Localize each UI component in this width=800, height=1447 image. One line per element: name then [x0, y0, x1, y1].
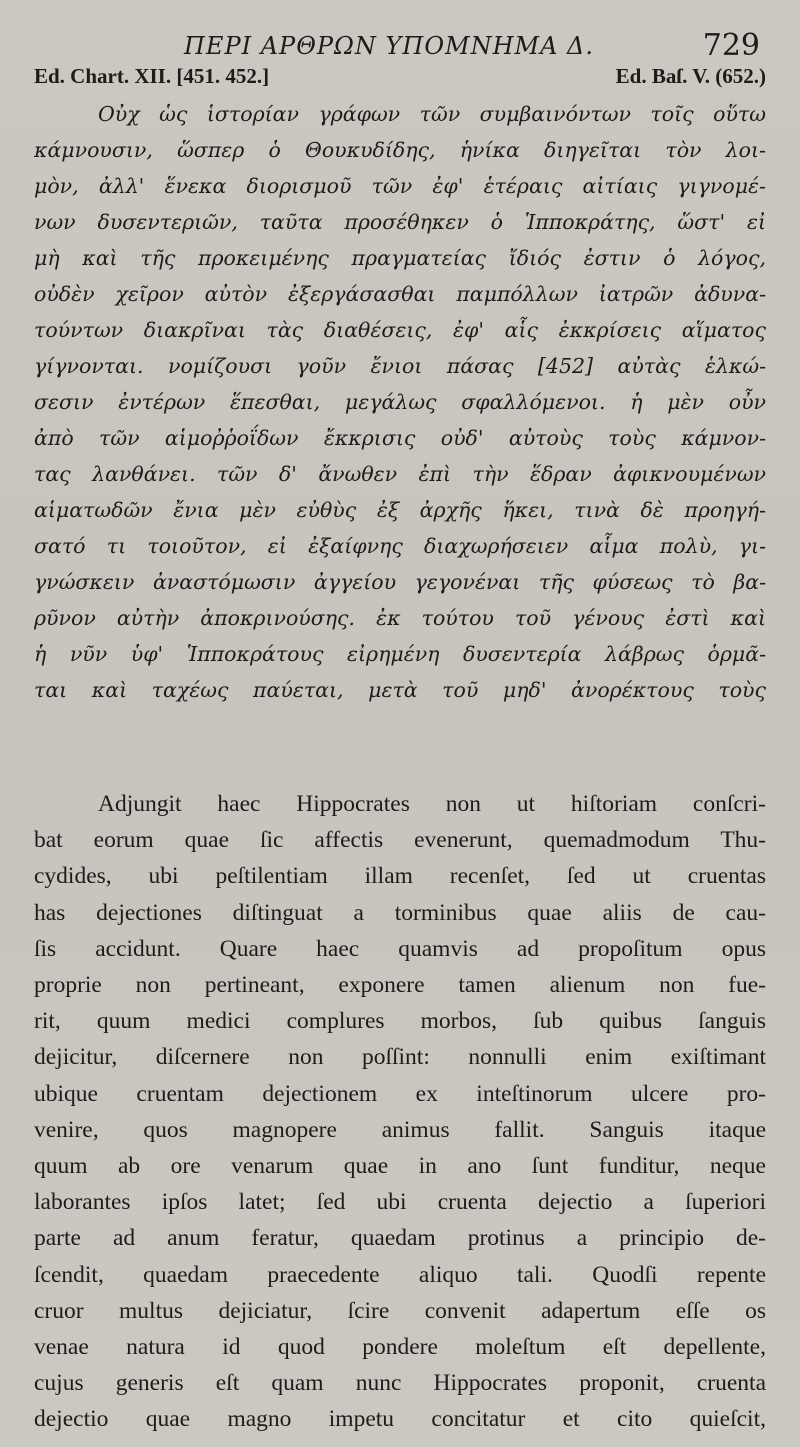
greek-text-line: ρῦνον αὐτὴν ἀποκρινούσης. ἐκ τούτου τοῦ γένους ἐστὶ καὶ: [34, 606, 766, 630]
latin-text-line: laborantes ipſos latet; ſed ubi cruenta dejectio a ſuperiori: [34, 1189, 766, 1216]
page-number: 729: [702, 28, 760, 63]
greek-text-line: αἱματωδῶν ἔνια μὲν εὐθὺς ἐξ ἀρχῆς ἥκει, τινὰ δὲ προηγή-: [34, 498, 766, 522]
latin-text-line: bat eorum quae ſic affectis evenerunt, quemadmodum Thu-: [34, 827, 766, 854]
greek-text-line: τας λανθάνει. τῶν δ' ἄνωθεν ἐπὶ τὴν ἕδραν ἀφικνουμένων: [34, 462, 766, 486]
latin-text-line: quum ab ore venarum quae in ano ſunt funditur, neque: [34, 1153, 766, 1180]
latin-text-line: venire, quos magnopere animus fallit. Sanguis itaque: [34, 1116, 766, 1143]
greek-text-line: σατό τι τοιοῦτον, εἰ ἐξαίφνης διαχωρήσειεν αἷμα πολὺ, γι-: [34, 534, 766, 558]
latin-text-line: has dejectiones diſtinguat a torminibus quae aliis de cau-: [34, 899, 766, 926]
greek-text-line: γνώσκειν ἀναστόμωσιν ἀγγείου γεγονέναι τῆς φύσεως τὸ βα-: [34, 570, 766, 594]
latin-text-line: dejicitur, diſcernere non poſſint: nonnulli enim exiſtimant: [34, 1044, 766, 1071]
greek-text-line: Οὐχ ὡς ἱστορίαν γράφων τῶν συμβαινόντων τοῖς οὕτω: [98, 102, 766, 126]
latin-text-line: parte ad anum feratur, quaedam protinus a principio de-: [34, 1225, 766, 1252]
greek-text-line: γίγνονται. νομίζουσι γοῦν ἔνιοι πάσας [452] αὐτὰς ἑλκώ-: [34, 354, 766, 378]
latin-text-line: cujus generis eſt quam nunc Hippocrates proponit, cruenta: [34, 1370, 766, 1397]
latin-text-line: proprie non pertineant, exponere tamen alienum non fue-: [34, 972, 766, 999]
latin-text-line: cruor multus dejiciatur, ſcire convenit adapertum eſſe os: [34, 1297, 766, 1324]
greek-text-line: ται καὶ ταχέως παύεται, μετὰ τοῦ μηδ' ἀνορέκτους τοὺς: [34, 678, 766, 702]
greek-text-line: ἀπὸ τῶν αἱμοῤῥοΐδων ἔκκρισις οὐδ' αὐτοὺς τοὺς κάμνον-: [34, 426, 766, 450]
greek-text-block: [34, 96, 766, 708]
running-title: ΠΕΡΙ ΑΡΘΡΩΝ ΥΠΟΜΝΗΜΑ Δ.: [184, 32, 594, 60]
latin-text-line: dejectio quae magno impetu concitatur et cito quieſcit,: [34, 1406, 766, 1433]
running-head: [34, 26, 766, 64]
greek-text-line: νων δυσεντεριῶν, ταῦτα προσέθηκεν ὁ Ἱπποκράτης, ὥστ' εἰ: [34, 210, 766, 234]
greek-text-line: κάμνουσιν, ὥσπερ ὁ Θουκυδίδης, ἡνίκα διηγεῖται τὸν λοι-: [34, 138, 766, 162]
greek-text-line: σεσιν ἐντέρων ἕπεσθαι, μεγάλως σφαλλόμενοι. ἡ μὲν οὖν: [34, 390, 766, 414]
greek-text-line: μὴ καὶ τῆς προκειμένης πραγματείας ἴδιός ἐστιν ὁ λόγος,: [34, 246, 766, 270]
latin-text-line: ſcendit, quaedam praecedente aliquo tali. Quodſi repente: [34, 1261, 766, 1288]
greek-text-line: ἡ νῦν ὑφ' Ἱπποκράτους εἰρημένη δυσεντερία λάβρως ὁρμᾶ-: [34, 642, 766, 666]
latin-text-line: cydides, ubi peſtilentiam illam recenſet, ſed ut cruentas: [34, 863, 766, 890]
greek-text-line: τούντων διακρῖναι τὰς διαθέσεις, ἐφ' αἷς ἐκκρίσεις αἵματος: [34, 318, 766, 342]
edition-reference-line: [34, 64, 766, 96]
latin-text-line: ſis accidunt. Quare haec quamvis ad propoſitum opus: [34, 935, 766, 962]
edition-chartier-reference: Ed. Chart. XII. [451. 452.]: [34, 64, 270, 88]
latin-text-line: ubique cruentam dejectionem ex inteſtinorum ulcere pro-: [34, 1080, 766, 1107]
latin-text-line: rit, quum medici complures morbos, ſub quibus ſanguis: [34, 1008, 766, 1035]
greek-text-line: οὐδὲν χεῖρον αὐτὸν ἐξεργάσασθαι παμπόλλων ἰατρῶν ἀδυνα-: [34, 282, 766, 306]
greek-text-line: μὸν, ἀλλ' ἕνεκα διορισμοῦ τῶν ἐφ' ἑτέραις αἰτίαις γιγνομέ-: [34, 174, 766, 198]
latin-text-line: venae natura id quod pondere moleſtum eſt depellente,: [34, 1334, 766, 1361]
latin-translation-block: [34, 786, 766, 1438]
edition-basel-reference: Ed. Baſ. V. (652.): [615, 64, 766, 88]
latin-text-line: Adjungit haec Hippocrates non ut hiſtoriam conſcri-: [98, 791, 766, 817]
